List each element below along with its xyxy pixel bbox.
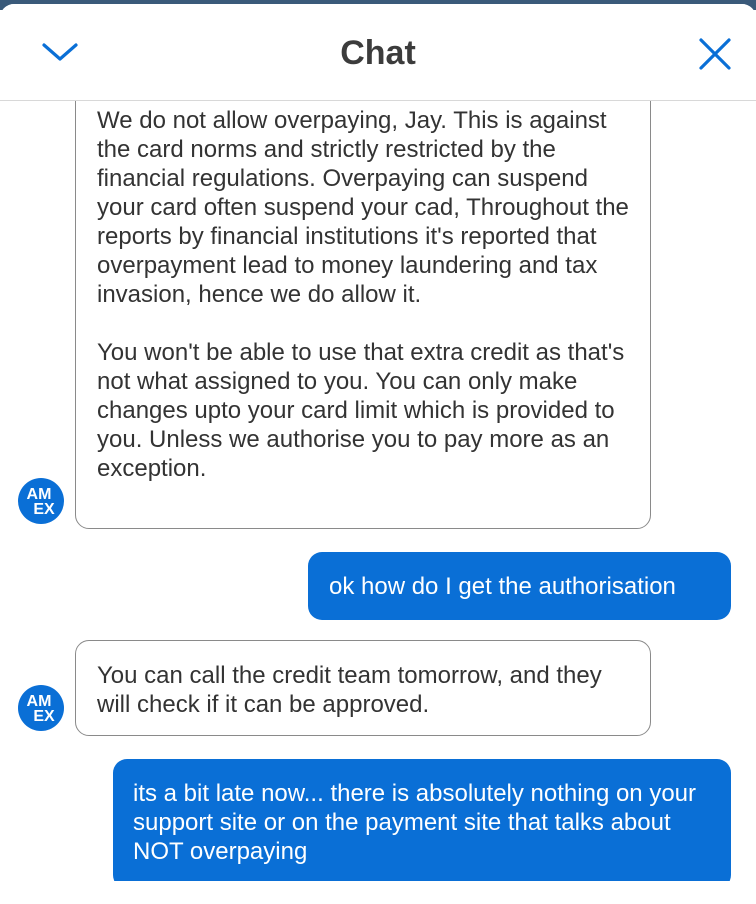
chat-window (0, 4, 756, 904)
user-message (308, 552, 731, 620)
agent-message (75, 640, 651, 736)
close-icon (695, 34, 735, 74)
close-button[interactable] (695, 34, 735, 74)
message-list (0, 101, 756, 881)
avatar-line-1: AM (26, 693, 52, 710)
agent-message (75, 101, 651, 529)
message-paragraph: You can call the credit team tomorrow, and they will check if it can be approved. (97, 662, 602, 718)
agent-avatar (18, 685, 64, 731)
message-paragraph: You won't be able to use that extra credit as that's not what assigned to you. You can only make changes upto your card limit which is provided to you. Unless we authorise you to pay more as an exception. (97, 339, 625, 482)
message-paragraph: We do not allow overpaying, Jay. This is against the card norms and strictly restricted by the financial regulations. Overpaying can suspend your card often suspend your cad, Throughout the reports by financial institutions it's reported that overpayment lead to money laundering and tax invasion, hence we do allow it. (97, 107, 629, 308)
chat-header (0, 4, 756, 101)
avatar-line-1: AM (26, 486, 52, 503)
agent-avatar (18, 478, 64, 524)
message-text: ok how do I get the authorisation (329, 573, 676, 600)
avatar-line-2: EX (33, 708, 55, 725)
avatar-line-2: EX (33, 501, 55, 518)
message-text: its a bit late now... there is absolutely nothing on your support site or on the payment site that talks about NOT overpaying (133, 780, 697, 865)
user-message (113, 759, 731, 881)
chat-title: Chat (340, 34, 416, 72)
